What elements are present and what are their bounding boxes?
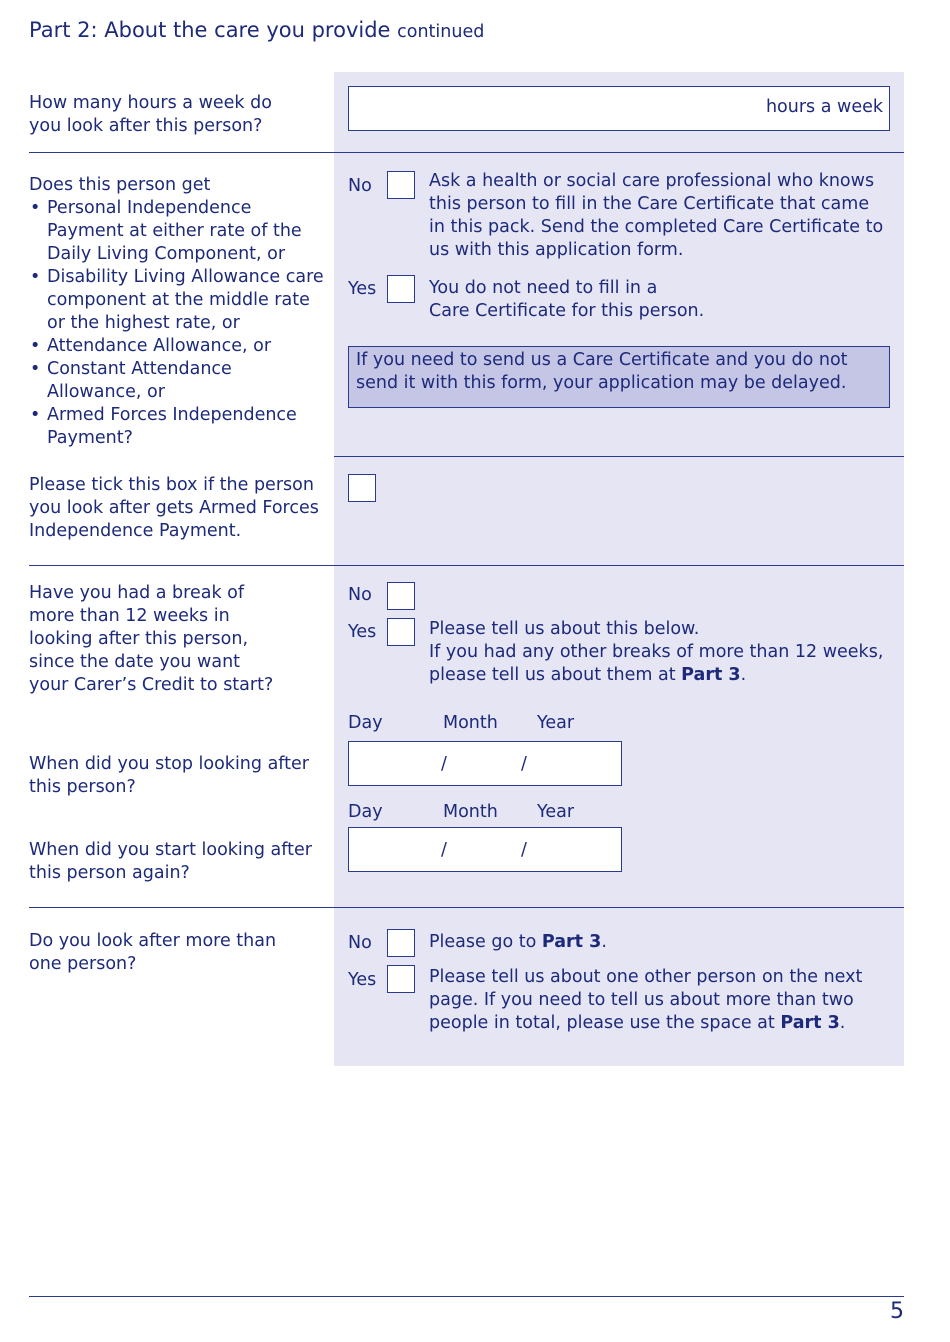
benefits-no-label: No	[348, 176, 372, 196]
stop-date-year-label: Year	[537, 713, 575, 733]
list-item: • Attendance Allowance, or	[29, 335, 329, 358]
list-item: • Armed Forces Independence Payment?	[29, 404, 329, 450]
divider	[334, 456, 904, 457]
stop-question: When did you stop looking after this person?	[29, 754, 309, 797]
break-yes-text-part: If you had any other breaks of more than 12 weeks, please tell us about them at	[429, 642, 884, 685]
afip-question: Please tick this box if the person you look after gets Armed Forces Independence Payment.	[29, 475, 319, 541]
more-question: Do you look after more than one person?	[29, 931, 277, 974]
list-item: • Disability Living Allowance care component at the middle rate or the highest rate, or	[29, 266, 329, 335]
benefits-yes-checkbox[interactable]	[387, 275, 415, 303]
more-no-label: No	[348, 933, 372, 953]
date-separator: /	[441, 754, 447, 774]
break-yes-label: Yes	[348, 622, 377, 642]
stop-date-month-label: Month	[443, 713, 498, 733]
benefits-no-checkbox[interactable]	[387, 171, 415, 199]
break-yes-checkbox[interactable]	[387, 618, 415, 646]
more-yes-text-end: .	[839, 1013, 846, 1033]
divider	[29, 565, 904, 566]
start-date-month-label: Month	[443, 802, 498, 822]
divider	[29, 152, 904, 153]
more-no-text-part: Please go to	[429, 932, 537, 952]
break-yes-text-line	[429, 641, 889, 687]
more-no-text	[429, 931, 889, 954]
list-item: • Constant Attendance Allowance, or	[29, 358, 329, 404]
break-part3-ref: Part 3	[681, 665, 741, 685]
start-date-day-label: Day	[348, 802, 383, 822]
break-no-label: No	[348, 585, 372, 605]
break-question: Have you had a break of more than 12 weeks in looking after this person, since the date you want your Carer’s Credit to start?	[29, 583, 274, 695]
more-yes-text	[429, 966, 889, 1035]
page-number: 5	[890, 1299, 904, 1324]
benefits-yes-text	[429, 277, 889, 323]
hours-question: How many hours a week do you look after this person?	[29, 93, 272, 136]
more-yes-part3-ref: Part 3	[780, 1013, 840, 1033]
divider	[29, 907, 904, 908]
start-question: When did you start looking after this person again?	[29, 840, 312, 883]
more-yes-checkbox[interactable]	[387, 965, 415, 993]
more-yes-text-part: Please tell us about one other person on the next page. If you need to tell us about more than two people in total, please use the space at	[429, 967, 863, 1033]
more-yes-label: Yes	[348, 970, 377, 990]
start-date-input[interactable]	[348, 827, 622, 872]
benefits-question-lead: Does this person get	[29, 175, 211, 195]
break-yes-text	[429, 618, 889, 687]
start-date-year-label: Year	[537, 802, 575, 822]
date-separator: /	[521, 754, 527, 774]
afip-checkbox[interactable]	[348, 474, 376, 502]
more-part3-ref: Part 3	[541, 932, 602, 952]
date-separator: /	[441, 840, 447, 860]
hours-suffix: hours a week	[765, 97, 883, 117]
benefits-question	[29, 174, 329, 450]
stop-date-day-label: Day	[348, 713, 383, 733]
page-title	[29, 16, 484, 46]
title-main: Part 2: About the care you provide	[29, 18, 391, 42]
more-no-checkbox[interactable]	[387, 929, 415, 957]
care-certificate-note: If you need to send us a Care Certificate and you do not send it with this form, your application may be delayed.	[348, 346, 890, 408]
benefits-no-text: Ask a health or social care professional who knows this person to fill in the Care Certificate that came in this pack. Send the completed Care Certificate to us with this application form.	[429, 171, 884, 260]
break-yes-text-line: Please tell us about this below.	[429, 619, 700, 639]
date-separator: /	[521, 840, 527, 860]
more-no-text-end: .	[601, 932, 607, 952]
break-no-checkbox[interactable]	[387, 582, 415, 610]
hours-input[interactable]	[348, 86, 890, 131]
break-yes-text-end: .	[740, 665, 747, 685]
stop-date-input[interactable]	[348, 741, 622, 786]
benefits-yes-text-line: Care Certificate for this person.	[429, 301, 705, 321]
benefits-yes-text-line: You do not need to fill in a	[429, 278, 658, 298]
footer-rule	[29, 1296, 904, 1297]
title-suffix: continued	[397, 22, 485, 42]
benefits-yes-label: Yes	[348, 279, 377, 299]
benefits-list	[29, 197, 329, 450]
list-item: • Personal Independence Payment at either rate of the Daily Living Component, or	[29, 197, 329, 266]
